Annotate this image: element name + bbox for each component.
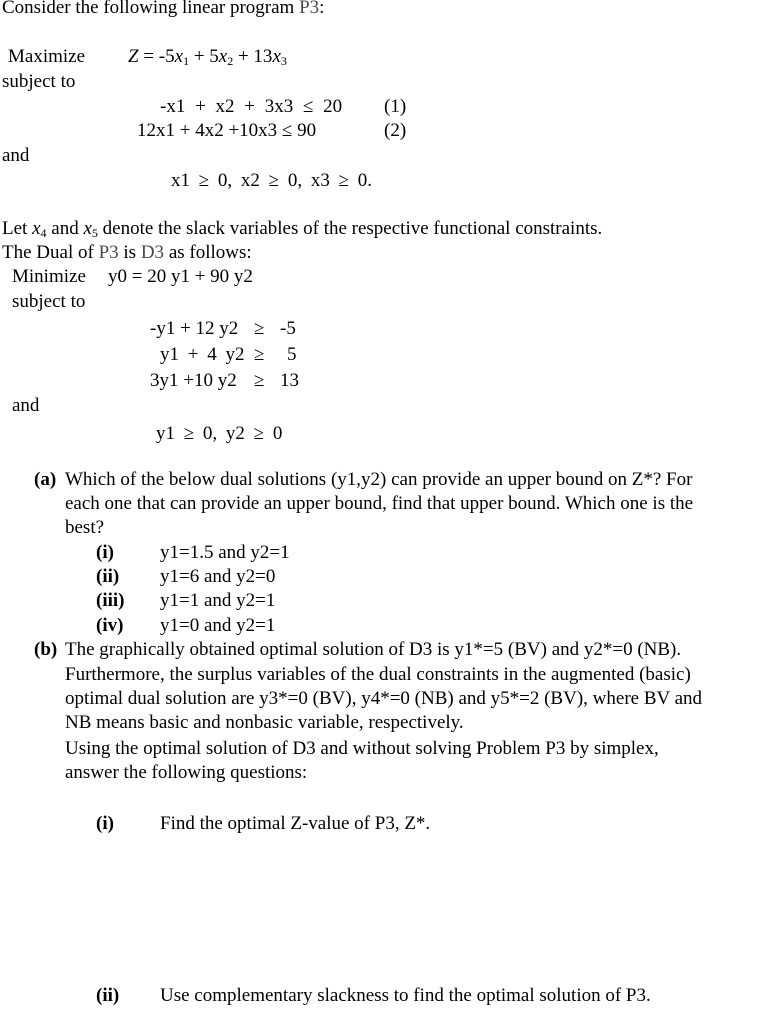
maximize-label: Maximize bbox=[8, 46, 86, 67]
primal-constraint-1-num: (1) bbox=[384, 96, 407, 117]
option-iv-num: (iv) bbox=[96, 615, 124, 636]
part-a-line-2: each one that can provide an upper bound, find that upper bound. Which one is the bbox=[65, 493, 694, 514]
primal-constraint-2-num: (2) bbox=[384, 120, 407, 141]
primal-constraint-2: 12x1 + 4x2 +10x3 ≤ 90 bbox=[137, 120, 317, 141]
dual-and: and bbox=[12, 395, 40, 416]
part-b-line-2: Furthermore, the surplus variables of the dual constraints in the augmented (basic) bbox=[65, 664, 691, 685]
slack-variables-line: Let $x_4$ and $x_5$ denote the slack variables of the respective functional constraints. bbox=[2, 218, 603, 240]
option-iii-text: y1=1 and y2=1 bbox=[160, 590, 276, 611]
option-iii-num: (iii) bbox=[96, 590, 125, 611]
dual-constraint-2-rhs: 5 bbox=[287, 344, 297, 365]
dual-objective: y0 = 20 y1 + 90 y2 bbox=[108, 266, 253, 287]
intro-line: Consider the following linear program P3: bbox=[2, 0, 325, 18]
option-i-text: y1=1.5 and y2=1 bbox=[160, 542, 290, 563]
option-iv-text: y1=0 and y2=1 bbox=[160, 615, 276, 636]
option-ii-text: y1=6 and y2=0 bbox=[160, 566, 276, 587]
dual-constraint-2-rel: ≥ bbox=[254, 344, 265, 365]
option-ii-num: (ii) bbox=[96, 566, 120, 587]
dual-constraint-3-rhs: 13 bbox=[280, 370, 299, 391]
dual-constraint-1-lhs: -y1 + 12 y2 bbox=[150, 318, 239, 339]
part-a-line-3: best? bbox=[65, 517, 105, 538]
dual-constraint-3-rel: ≥ bbox=[254, 370, 265, 391]
primal-subject-to: subject to bbox=[2, 71, 76, 92]
dual-constraint-1-rhs: -5 bbox=[280, 318, 296, 339]
dual-constraint-1-rel: ≥ bbox=[254, 318, 265, 339]
dual-subject-to: subject to bbox=[12, 291, 86, 312]
part-b-line-3: optimal dual solution are y3*=0 (BV), y4*=0 (NB) and y5*=2 (BV), where BV and bbox=[65, 688, 703, 709]
minimize-label: Minimize bbox=[12, 266, 86, 287]
dual-constraint-2-lhs: y1 + 4 y2 bbox=[160, 344, 245, 365]
part-a-label: (a) bbox=[34, 469, 57, 490]
part-b-line-4: NB means basic and nonbasic variable, respectively. bbox=[65, 712, 464, 733]
primal-and: and bbox=[2, 145, 30, 166]
question-ii-num: (ii) bbox=[96, 985, 120, 1006]
question-i-num: (i) bbox=[96, 813, 114, 834]
part-b-line-5: Using the optimal solution of D3 and without solving Problem P3 by simplex, bbox=[65, 738, 659, 759]
part-b-line-6: answer the following questions: bbox=[65, 762, 308, 783]
primal-nonnegativity: x1 ≥ 0, x2 ≥ 0, x3 ≥ 0. bbox=[171, 170, 373, 191]
question-ii-text: Use complementary slackness to find the optimal solution of P3. bbox=[160, 985, 651, 1006]
question-i-text: Find the optimal Z-value of P3, Z*. bbox=[160, 813, 431, 834]
dual-constraint-3-lhs: 3y1 +10 y2 bbox=[150, 370, 237, 391]
part-b-label: (b) bbox=[34, 639, 58, 660]
primal-objective: $Z = -5x_1 + 5x_2 + 13x_3$ bbox=[128, 46, 287, 68]
option-i-num: (i) bbox=[96, 542, 114, 563]
dual-intro-line: The Dual of P3 is D3 as follows: bbox=[2, 242, 252, 263]
primal-constraint-1: -x1 + x2 + 3x3 ≤ 20 bbox=[160, 96, 343, 117]
part-a-line-1: Which of the below dual solutions (y1,y2) can provide an upper bound on Z*? For bbox=[65, 469, 693, 490]
dual-nonnegativity: y1 ≥ 0, y2 ≥ 0 bbox=[156, 423, 283, 444]
part-b-line-1: The graphically obtained optimal solution of D3 is y1*=5 (BV) and y2*=0 (NB). bbox=[65, 639, 682, 660]
